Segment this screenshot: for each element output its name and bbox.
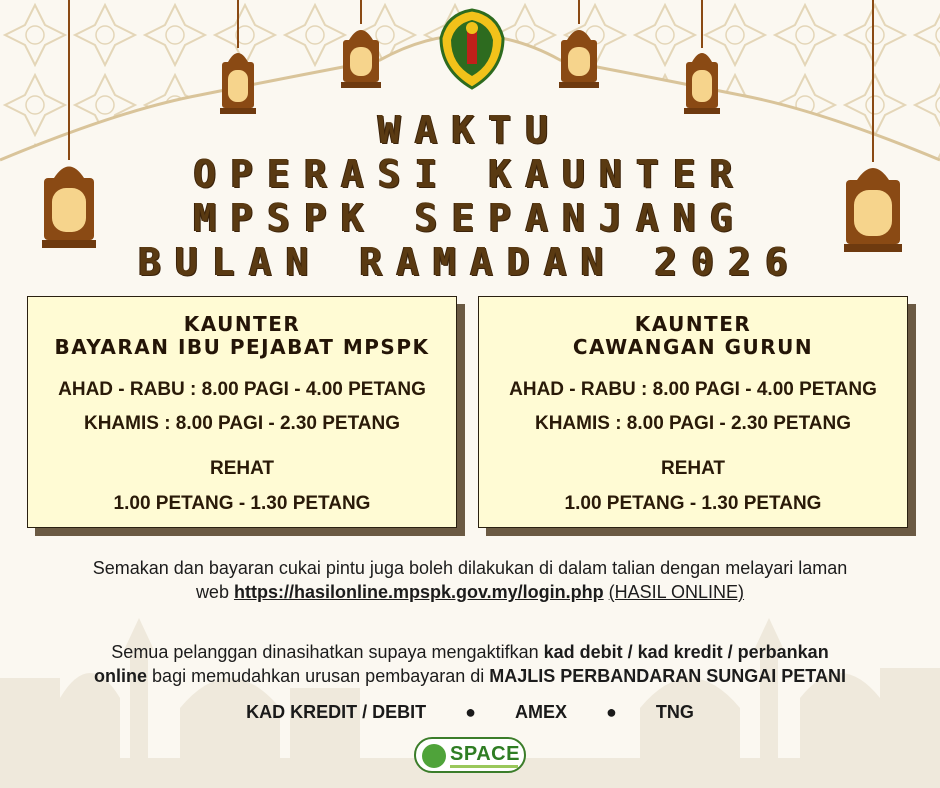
info-text: web [195,582,234,602]
card-heading [28,313,456,359]
hasil-online-label[interactable]: (HASIL ONLINE) [608,582,745,602]
notice-text: bagi memudahkan urusan pembayaran di [147,666,490,686]
title-line: BULAN RAMADAN 2026 [138,240,802,284]
notice-line1 [0,640,940,664]
payment-method: TNG [655,702,694,722]
break-time: 1.00 PETANG - 1.30 PETANG [113,493,371,514]
space-logo-text: SPACE [450,743,520,765]
info-text-line2 [0,580,940,604]
card-heading [479,313,907,359]
card-activation-notice [0,640,940,688]
card-heading-line: CAWANGAN GURUN [572,335,814,359]
lantern-icon [38,0,100,260]
hours-weekday: AHAD - RABU : 8.00 PAGI - 4.00 PETANG [58,379,426,400]
lantern-icon [682,0,722,120]
notice-text: Semua pelanggan dinasihatkan supaya mengaktifkan [111,642,544,662]
lantern-icon [840,0,906,262]
page-title [100,108,840,284]
info-text: Semakan dan bayaran cukai pintu juga boleh dilakukan di dalam talian dengan melayari laman [92,558,848,578]
hours-thursday: KHAMIS : 8.00 PAGI - 2.30 PETANG [83,413,401,434]
space-logo-underline [450,765,518,768]
payment-method: AMEX [514,702,567,722]
card-heading-line: KAUNTER [634,312,752,336]
hasil-online-link[interactable]: https://hasilonline.mpspk.gov.my/login.php [233,582,604,602]
title-line: MPSPK SEPANJANG [193,196,747,240]
online-payment-info [0,556,940,604]
space-logo-mark [422,744,446,768]
notice-line2 [0,664,940,688]
payment-methods [0,702,940,723]
space-logo [414,737,526,773]
title-line: OPERASI KAUNTER [193,152,747,196]
payment-method: KAD KREDIT / DEBIT [246,702,427,722]
council-logo [437,8,507,92]
hours-thursday: KHAMIS : 8.00 PAGI - 2.30 PETANG [534,413,852,434]
hours-weekday: AHAD - RABU : 8.00 PAGI - 4.00 PETANG [509,379,877,400]
lantern-icon [556,0,602,95]
notice-bold: kad debit / kad kredit / perbankan [543,642,829,662]
break-label: REHAT [660,458,726,479]
bullet-icon: ● [606,702,617,722]
card-heading-line: BAYARAN IBU PEJABAT MPSPK [54,335,430,359]
lantern-icon [218,0,258,120]
notice-bold: MAJLIS PERBANDARAN SUNGAI PETANI [489,666,846,686]
lantern-icon [338,0,384,95]
bullet-icon: ● [465,702,476,722]
counter-card-hq [27,296,457,528]
break-label: REHAT [209,458,275,479]
break-time: 1.00 PETANG - 1.30 PETANG [564,493,822,514]
counter-card-gurun [478,296,908,528]
title-line: WAKTU [377,108,563,152]
notice-bold: online [94,666,148,686]
card-heading-line: KAUNTER [183,312,301,336]
